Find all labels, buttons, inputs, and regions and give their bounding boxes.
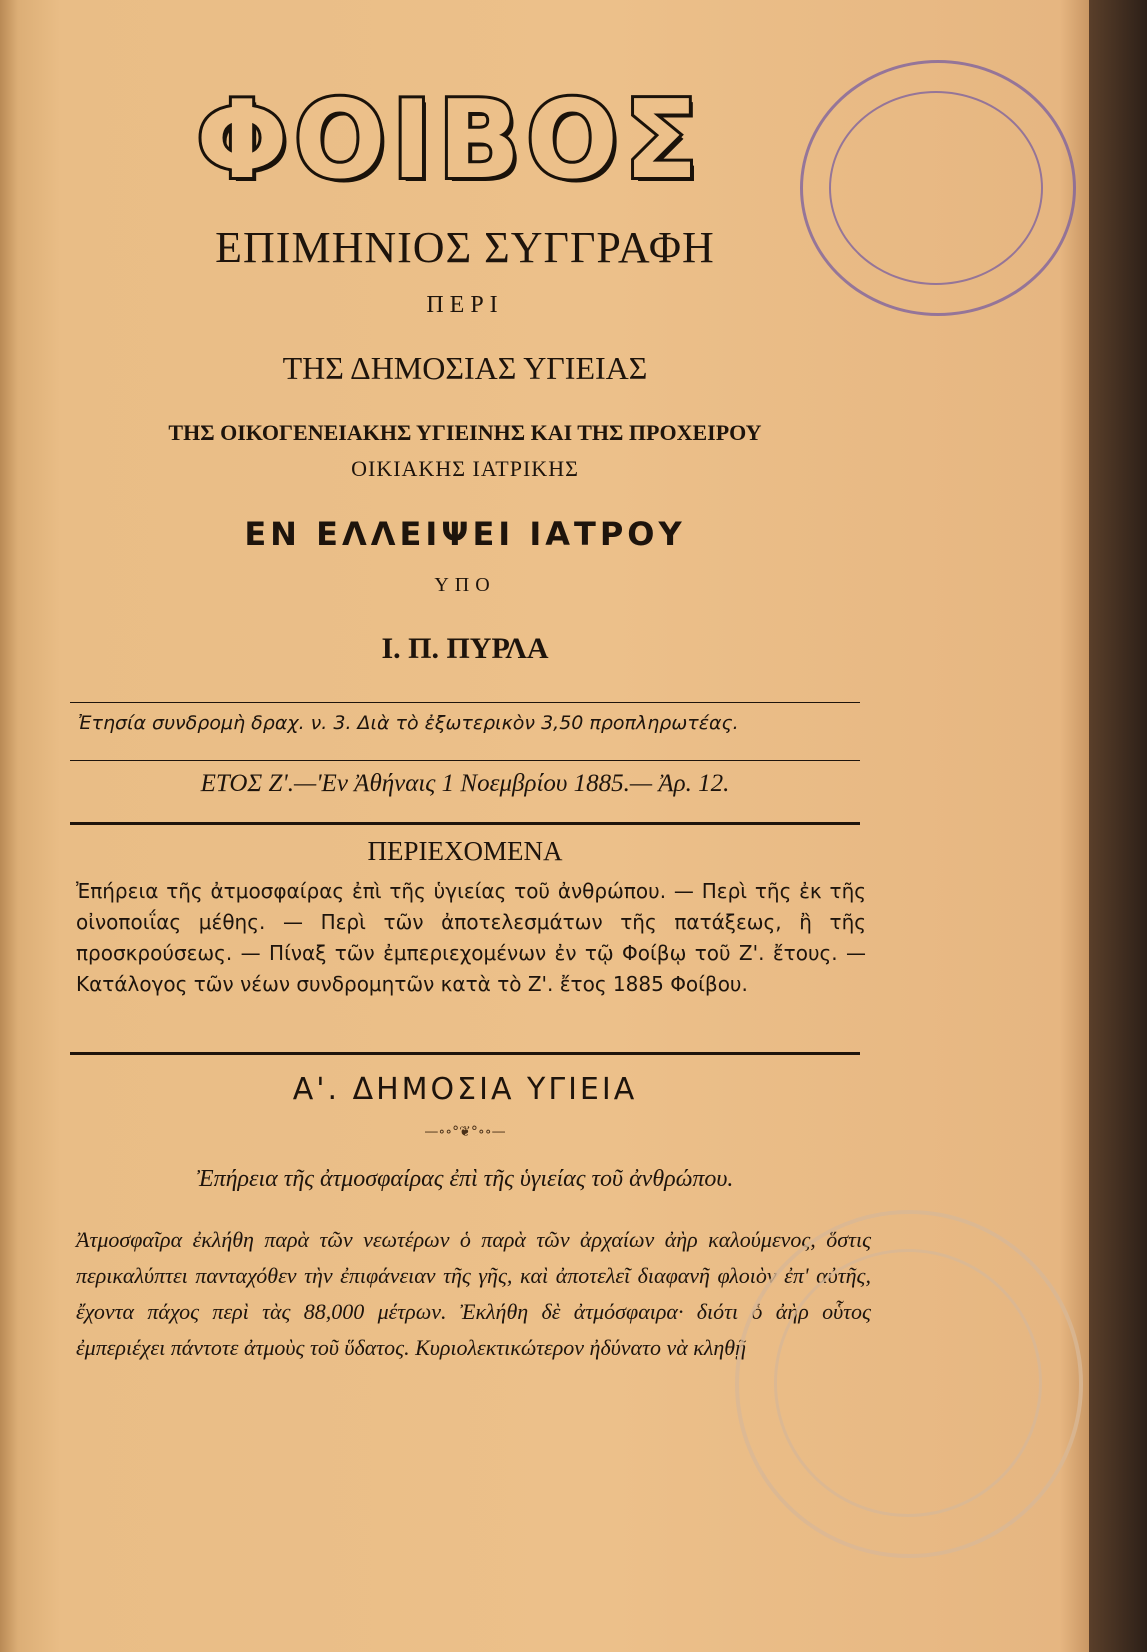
- masthead-subtitle: ΕΠΙΜΗΝΙΟΣ ΣΥΓΓΡΑΦΗ: [215, 223, 715, 272]
- section-heading: Α'. ΔΗΜΟΣΙΑ ΥΓΙΕΙΑ: [292, 1072, 638, 1107]
- divider: [70, 1052, 860, 1055]
- masthead-author: Ι. Π. ΠΥΡΛΑ: [381, 632, 549, 665]
- article-title: Ἐπήρεια τῆς ἀτμοσφαίρας ἐπὶ τῆς ὑγιείας τοῦ ἀνθρώπου.: [196, 1166, 734, 1192]
- masthead-title: ΦΟΙΒΟΣ: [196, 78, 704, 203]
- masthead-topic: ΤΗΣ ΔΗΜΟΣΙΑΣ ΥΓΙΕΙΑΣ: [282, 350, 648, 386]
- divider: [70, 822, 860, 825]
- contents-heading: ΠΕΡΙΕΧΟΜΕΝΑ: [367, 836, 563, 866]
- ornament: —∘∘°❦°∘∘—: [424, 1124, 506, 1140]
- masthead-peri: ΠΕΡΙ: [426, 292, 504, 318]
- masthead-tagline: ΕΝ ΕΛΛΕΙΨΕΙ ΙΑΤΡΟΥ: [244, 515, 686, 553]
- masthead-topic-line3: ΟΙΚΙΑΚΗΣ ΙΑΤΡΙΚΗΣ: [351, 456, 579, 481]
- divider: [70, 702, 860, 703]
- book-edge: [1089, 0, 1147, 1652]
- article-body: Ἀτμοσφαῖρα ἐκλήθη παρὰ τῶν νεωτέρων ὁ παρὰ τῶν ἀρχαίων ἀὴρ καλούμενος, ὅστις περικαλύπτει πανταχόθεν τὴν ἐπιφάνειαν τῆς γῆς, καὶ ἀποτελεῖ διαφανῆ φλοιὸν ἐπ' αὐτῆς, ἔχοντα πάχος περὶ τὰς 88,000 μέτρων. Ἐκλήθη δὲ ἀτμόσφαιρα· διότι ὁ ἀὴρ οὗτος ἐμπεριέχει πάντοτε ἀτμοὺς τοῦ ὕδατος. Κυριολεκτικώτερον ἠδύνατο νὰ κληθῇ: [76, 1227, 871, 1360]
- divider: [70, 760, 860, 761]
- contents-text: Ἐπήρεια τῆς ἀτμοσφαίρας ἐπὶ τῆς ὑγιείας τοῦ ἀνθρώπου. — Περὶ τῆς ἐκ τῆς οἰνοποιΐας μέθης. — Περὶ τῶν ἀποτελεσμάτων τῆς πατάξεως, ἢ τῆς προσκρούσεως. — Πίναξ τῶν ἐμπεριεχομένων ἐν τῷ Φοίβῳ τοῦ Ζ'. ἔτους. — Κατάλογος τῶν νέων συνδρομητῶν κατὰ τὸ Ζ'. ἔτος 1885 Φοίβου.: [76, 879, 866, 996]
- masthead-by: ΥΠΟ: [434, 574, 496, 596]
- subscription-line: Ἐτησία συνδρομὴ δραχ. ν. 3. Διὰ τὸ ἐξωτερικὸν 3,50 προπληρωτέας.: [78, 712, 739, 734]
- issue-line: ΕΤΟΣ Ζ'.—'Εν Ἀθήναις 1 Νοεμβρίου 1885.— Ἀρ. 12.: [200, 770, 730, 797]
- library-stamp-top: [800, 60, 1076, 316]
- library-stamp-watermark: [735, 1210, 1083, 1558]
- masthead-topic-line2: ΤΗΣ ΟΙΚΟΓΕΝΕΙΑΚΗΣ ΥΓΙΕΙΝΗΣ ΚΑΙ ΤΗΣ ΠΡΟΧΕΙΡΟΥ: [168, 420, 762, 445]
